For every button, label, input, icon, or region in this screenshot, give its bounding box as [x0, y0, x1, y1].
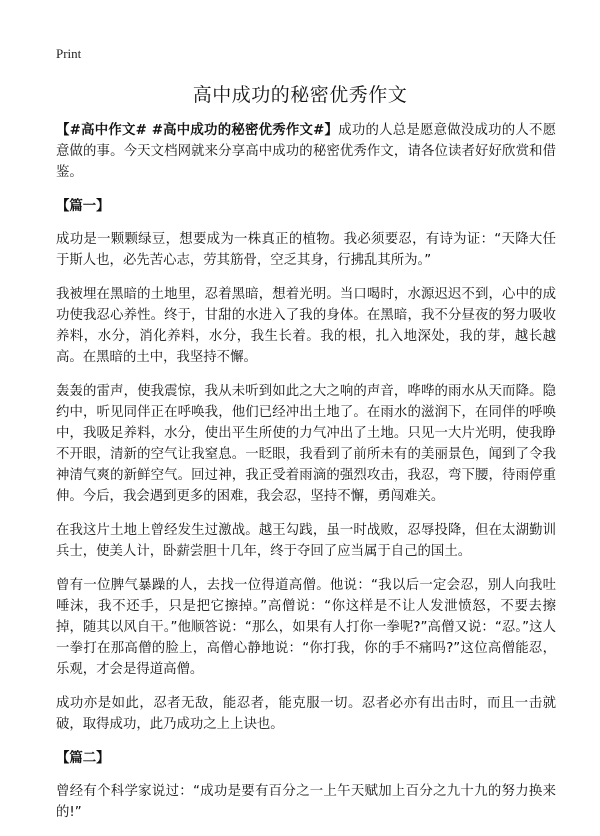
section1-paragraph: 成功亦是如此，忍者无敌，能忍者，能克服一切。忍者必亦有出击时，而且一击就破，取得成功，此乃成功之上上诀也。: [56, 696, 556, 732]
intro-paragraph: [56, 120, 556, 183]
intro-text: 成功的人总是愿意做没成功的人不愿意做的事。今天文档网就来分享高中成功的秘密优秀作文，请各位读者好好欣赏和借鉴。: [56, 123, 557, 180]
document-body: [56, 120, 556, 836]
section1-paragraph: 我被埋在黑暗的土地里，忍着黑暗，想着光明。当口喝时，水源迟迟不到，心中的成功使我忍心养性。终于，甘甜的水进入了我的身体。在黑暗，我不分昼夜的努力吸收养料，水分，消化养料，水分，我生长着。我的根，扎入地深处，我的芽，越长越高。在黑暗的土中，我坚持不懈。: [56, 287, 556, 365]
document-title: 高中成功的秘密优秀作文: [192, 84, 408, 106]
section1-paragraph: 轰轰的雷声，使我震惊，我从未听到如此之大之响的声音，哗哗的雨水从天而降。隐约中，听见同伴正在呼唤我，他们已经冲出土地了。在雨水的滋润下，在同伴的呼唤中，我吸足养料，水分，使出平生所使的力气冲出了土地。只见一大片光明，使我睁不开眼，清新的空气让我窒息。一眨眼，我看到了前所未有的美丽景色，闻到了令我神清气爽的新鲜空气。回过神，我正受着雨滴的强烈攻击，我忍，弯下腰，待雨停重伸。今后，我会遇到更多的困难，我会忍，坚持不懈，勇闯难关。: [56, 384, 556, 504]
print-link[interactable]: Print: [56, 46, 82, 61]
section1-paragraph: 成功是一颗颗绿豆，想要成为一株真正的植物。我必须要忍，有诗为证：“天降大任于斯人也，必先苦心志，劳其筋骨，空乏其身，行拂乱其所为。”: [56, 232, 556, 268]
section-heading-2: 【篇二】: [56, 751, 110, 766]
section2-paragraph: 曾经有个科学家说过：“成功是要有百分之一上午天赋加上百分之九十九的努力换来的!”: [56, 784, 556, 820]
section1-paragraph: 在我这片土地上曾经发生过激战。越王勾践，虽一时战败，忍辱投降，但在太湖勤训兵士，使美人计，卧薪尝胆十几年，终于夺回了应当属于自己的国土。: [56, 523, 556, 559]
section1-paragraph: 曾有一位脾气暴躁的人，去找一位得道高僧。他说：“我以后一定会忍，别人向我吐唾沫，我不还手，只是把它擦掉。”高僧说：“你这样是不让人发泄愤怒，不要去擦掉，随其以风自干。”他顺答说：“那么，如果有人打你一拳呢?”高僧又说：“忍。”这人一拳打在那高僧的脸上，高僧心静地说：“你打我，你的手不痛吗?”这位高僧能忍，乐观，才会是得道高僧。: [56, 578, 556, 677]
intro-tags: 【#高中作文# #高中成功的秘密优秀作文#】: [56, 123, 339, 138]
section-heading-1: 【篇一】: [56, 199, 110, 214]
